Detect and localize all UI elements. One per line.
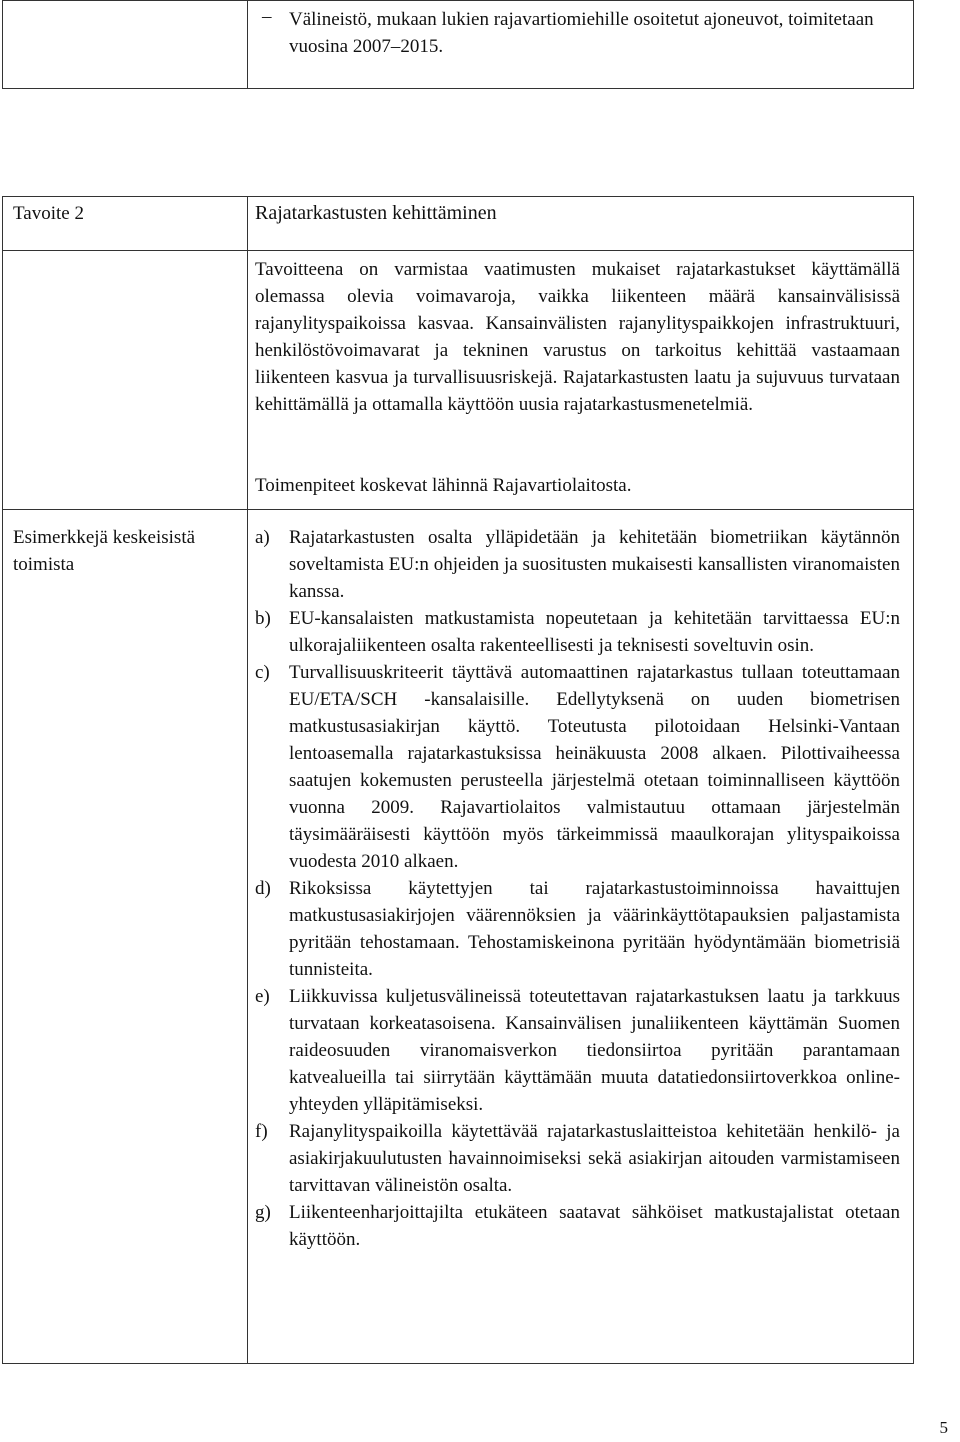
item-text: Turvallisuuskriteerit täyttävä automaattinen rajatarkastus tullaan toteuttamaan EU/ETA/SCH -kansalaisille. Edellytyksenä on uuden biometrisen matkustusasiakirjan käyttö. Toteutusta pilotoidaan Helsinki-Vantaan lentoasemalla rajatarkastuksissa heinäkuusta 2008 alkaen. Pilottivaiheessa saatujen kokemusten perusteella järjestelmä otetaan toiminnalliseen käyttöön vuonna 2009. Rajavartiolaitos valmistautuu ottamaan järjestelmän täysimääräisesti käyttöön myös tärkeimmissä maaulkorajan ylityspaikoissa vuodesta 2010 alkaen. [289,662,900,872]
goal-label: Tavoite 2 [13,203,84,224]
goal-table-divider [247,196,248,1364]
item-marker: g) [255,1202,271,1223]
top-table-divider [247,0,248,89]
list-item [255,524,900,605]
top-item-text: Välineistö, mukaan lukien rajavartiomiehille osoitetut ajoneuvot, toimitetaan vuosina 2007–2015. [289,9,874,57]
dash-bullet: – [262,6,272,27]
goal-row-divider-1 [2,250,914,251]
item-marker: d) [255,878,271,899]
examples-list [255,524,900,1253]
item-marker: b) [255,608,271,629]
examples-label: Esimerkkejä keskeisistä toimista [13,527,196,575]
item-text: Liikkuvissa kuljetusvälineissä toteutettavan rajatarkastuksen laatu ja tarkkuus turvataan korkeatasoisena. Kansainvälisen junaliikenteen käyttämän Suomen raideosuuden viranomaisverkon tiedonsiirtoa pyritään parantamaan katvealueilla tai siirrytään käyttämään muuta datatiedonsiirtoverkkoa online-yhteyden ylläpitämiseksi. [289,986,900,1115]
goal-paragraph: Tavoitteena on varmistaa vaatimusten mukaiset rajatarkastukset käyttämällä olemassa olevia voimavaroja, vaikka liikenteen määrä kansainvälisissä rajanylityspaikoissa kasvaa. Kansainvälisten rajanylityspaikkojen infrastruktuuri, henkilöstövoimavarat ja tekninen varustus on tarkoitus kehittää vastaamaan liikenteen kasvua ja turvallisuusriskejä. Rajatarkastusten laatu ja sujuvuus turvataan kehittämällä ja ottamalla käyttöön uusia rajatarkastusmenetelmiä. [255,259,900,415]
page-number: 5 [939,1418,948,1437]
item-text: Rikoksissa käytettyjen tai rajatarkastustoiminnoissa havaittujen matkustusasiakirjojen väärennöksien ja väärinkäyttötapauksien paljastamista pyritään tehostamaan. Tehostamiskeinona pyritään hyödyntämään biometrisiä tunnisteita. [289,878,900,980]
goal-note: Toimenpiteet koskevat lähinnä Rajavartiolaitosta. [255,475,632,496]
item-text: Liikenteenharjoittajilta etukäteen saatavat sähköiset matkustajalistat otetaan käyttöön. [289,1202,900,1250]
item-marker: a) [255,527,270,548]
item-marker: c) [255,662,270,683]
list-item [255,1118,900,1199]
item-marker: f) [255,1121,268,1142]
item-marker: e) [255,986,270,1007]
item-text: Rajatarkastusten osalta ylläpidetään ja kehitetään biometriikan käytännön soveltamista EU:n ohjeiden ja suositusten mukaisesti kansallisten viranomaisten kanssa. [289,527,900,602]
goal-title: Rajatarkastusten kehittäminen [255,202,497,224]
list-item [255,605,900,659]
list-item [255,875,900,983]
list-item [255,659,900,875]
list-item [255,1199,900,1253]
goal-row-divider-2 [2,509,914,510]
list-item [255,983,900,1118]
item-text: Rajanylityspaikoilla käytettävää rajatarkastuslaitteistoa kehitetään henkilö- ja asiakirjakuulutusten havainnoimiseksi sekä asiakirjan aitouden varmistamiseen tarvittavan välineistön osalta. [289,1121,900,1196]
item-text: EU-kansalaisten matkustamista nopeutetaan ja kehitetään tarvittaessa EU:n ulkorajaliikenteen osalta rakenteellisesti ja teknisesti soveltuvin osin. [289,608,900,656]
